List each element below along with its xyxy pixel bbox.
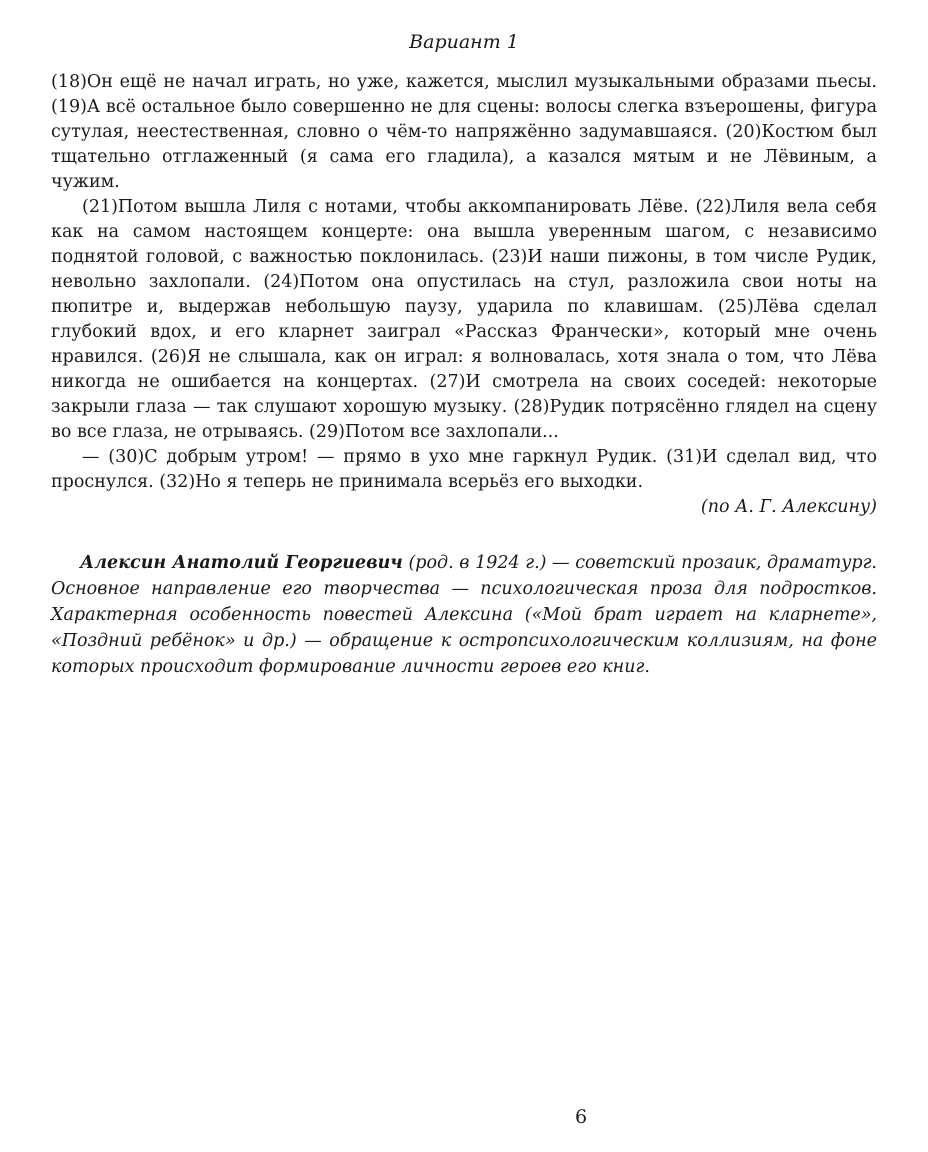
author-bio [51,550,877,680]
author-bio-text: (род. в 1924 г.) — советский прозаик, драматург. Основное направление его творчества — психологическая проза для подростков. Характерная особенность повестей Алексина («Мой брат играет на кларнете», «Поздний ребёнок» и др.) — обращение к остропсихологическим коллизиям, на фоне которых происходит формирование личности героев его книг. [51,553,877,677]
page-header: Вариант 1 [409,31,519,53]
author-name: Алексин Анатолий Георгиевич [80,553,403,573]
text-passage [51,70,877,520]
source-attribution: (по А. Г. Алексину) [700,497,877,517]
paragraph-18-20: (18)Он ещё не начал играть, но уже, кажется, мыслил музыкальными образами пьесы. (19)А всё остальное было совершенно не для сцены: волосы слегка взъерошены, фигура сутулая, неестественная, словно о чём-то напряжённо задумавшаяся. (20)Костюм был тщательно отглаженный (я сама его гладила), а казался мятым и не Лёвиным, а чужим. [51,72,877,192]
paragraph-21-29: (21)Потом вышла Лиля с нотами, чтобы аккомпанировать Лёве. (22)Лиля вела себя как на самом настоящем концерте: она вышла уверенным шагом, с независимо поднятой головой, с важностью поклонилась. (23)И наши пижоны, в том числе Рудик, невольно захлопали. (24)Потом она опустилась на стул, разложила свои ноты на пюпитре и, выдержав небольшую паузу, ударила по клавишам. (25)Лёва сделал глубокий вдох, и его кларнет заиграл «Рассказ Франчески», который мне очень нравился. (26)Я не слышала, как он играл: я волновалась, хотя знала о том, что Лёва никогда не ошибается на концертах. (27)И смотрела на своих соседей: некоторые закрыли глаза — так слушают хорошую музыку. (28)Рудик потрясённо глядел на сцену во все глаза, не отрываясь. (29)Потом все захлопали... [51,197,877,442]
page-number: 6 [574,1106,588,1128]
paragraph-30-32: — (30)С добрым утром! — прямо в ухо мне гаркнул Рудик. (31)И сделал вид, что проснулся. (32)Но я теперь не принимала всерьёз его выходки. [51,447,877,492]
